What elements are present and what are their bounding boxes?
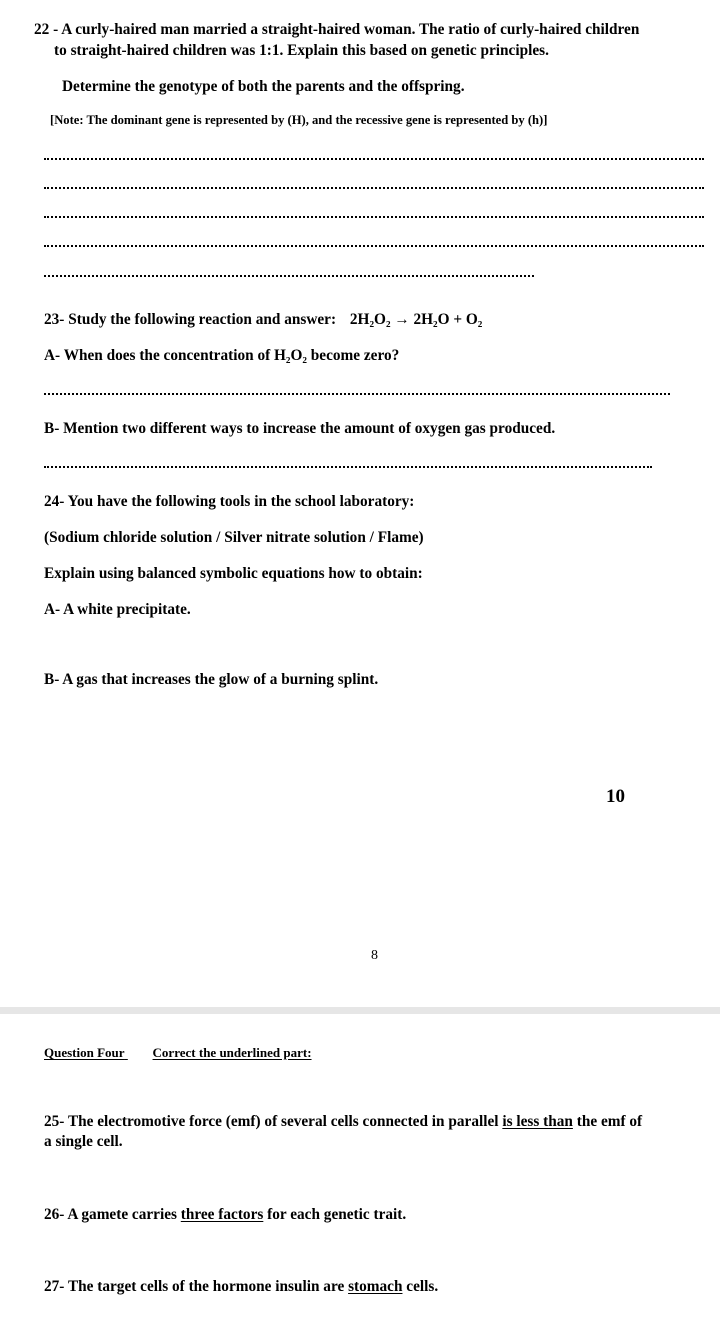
q26-underlined: three factors <box>180 1206 264 1223</box>
q23-stem-row <box>44 311 482 329</box>
q26 <box>44 1206 406 1224</box>
answer-line[interactable] <box>44 393 670 395</box>
q23-b: B- Mention two different ways to increase the amount of oxygen gas produced. <box>44 420 556 437</box>
q24-a: A- A white precipitate. <box>44 601 191 618</box>
q24-stem: 24- You have the following tools in the school laboratory: <box>44 493 415 510</box>
q22-determine: Determine the genotype of both the parents and the offspring. <box>62 78 465 95</box>
q26-text-end: for each genetic trait. <box>263 1206 407 1223</box>
answer-line[interactable] <box>44 216 704 218</box>
q25-line2: a single cell. <box>44 1133 123 1150</box>
q23-a: A- When does the concentration of H₂O₂ become zero? <box>44 347 400 364</box>
q27-underlined: stomach <box>348 1278 403 1295</box>
answer-area[interactable] <box>44 625 684 665</box>
q26-text: 26- A gamete carries <box>44 1206 181 1223</box>
score-value: 10 <box>606 786 625 807</box>
question-four-instruction: Correct the underlined part: <box>152 1045 312 1060</box>
q25-line1 <box>44 1113 642 1131</box>
answer-line[interactable] <box>44 158 704 160</box>
answer-line[interactable] <box>44 245 704 247</box>
answer-area[interactable] <box>44 696 684 776</box>
q22-line2: to straight-haired children was 1:1. Explain this based on genetic principles. <box>54 42 549 59</box>
q27-text-end: cells. <box>402 1278 439 1295</box>
question-four-header <box>44 1045 312 1061</box>
q27-text: 27- The target cells of the hormone insulin are <box>44 1278 349 1295</box>
answer-line[interactable] <box>44 466 652 468</box>
q25-underlined: is less than <box>502 1113 573 1130</box>
q24-explain: Explain using balanced symbolic equations how to obtain: <box>44 565 423 582</box>
question-four-label: Question Four <box>44 1045 125 1060</box>
q23-equation: 2H₂O₂ → 2H₂O + O₂ <box>349 311 483 328</box>
q24-b: B- A gas that increases the glow of a burning splint. <box>44 671 379 688</box>
q27 <box>44 1278 438 1296</box>
page-number: 8 <box>371 948 378 963</box>
q22-note: [Note: The dominant gene is represented by (H), and the recessive gene is represented by (h)] <box>50 113 548 127</box>
page-divider <box>0 1007 720 1014</box>
header-underline-gap <box>125 1045 153 1061</box>
answer-line[interactable] <box>44 187 704 189</box>
q25-text-end: the emf of <box>572 1113 643 1130</box>
q23-stem: 23- Study the following reaction and answer: <box>44 311 337 328</box>
answer-line[interactable] <box>44 275 534 277</box>
q24-tools: (Sodium chloride solution / Silver nitrate solution / Flame) <box>44 529 424 546</box>
q25-text: 25- The electromotive force (emf) of several cells connected in parallel <box>44 1113 503 1130</box>
q22-line1: 22 - A curly-haired man married a straight-haired woman. The ratio of curly-haired children <box>34 21 640 38</box>
